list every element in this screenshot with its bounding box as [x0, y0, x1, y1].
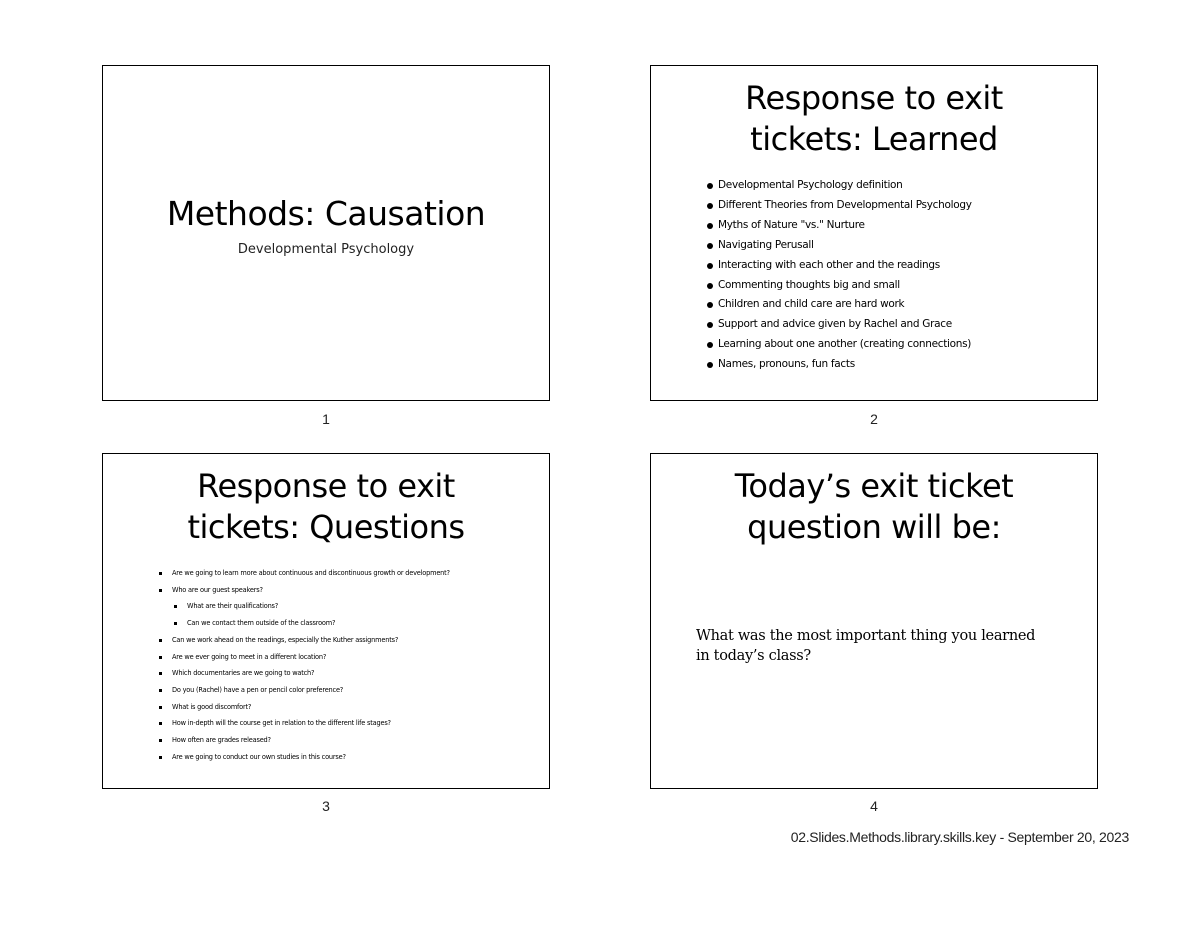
bullet-list [707, 176, 972, 375]
slide-number: 3 [322, 798, 330, 814]
slide-1 [102, 65, 550, 401]
slide-title: Methods: Causation [166, 194, 486, 233]
bullet-item: Who are our guest speakers? [159, 582, 450, 599]
slide-title [651, 78, 1097, 160]
slide-title-line: tickets: Questions [187, 508, 465, 546]
bullet-list [159, 565, 450, 765]
bullet-item: How often are grades released? [159, 732, 450, 749]
slide-number: 2 [870, 411, 878, 427]
bullet-item: Are we going to conduct our own studies in this course? [159, 749, 450, 766]
slide-title [651, 466, 1097, 548]
document-footer: 02.Slides.Methods.library.skills.key - September 20, 2023 [790, 829, 1129, 845]
slide-title-line: Response to exit [745, 79, 1003, 117]
bullet-item: Which documentaries are we going to watch? [159, 665, 450, 682]
bullet-item: Developmental Psychology definition [707, 176, 972, 196]
bullet-item: Support and advice given by Rachel and Grace [707, 315, 972, 335]
slide-4 [650, 453, 1098, 789]
bullet-item: Learning about one another (creating connections) [707, 335, 972, 355]
slide-title-line: Today’s exit ticket [734, 467, 1014, 505]
bullet-item: Are we going to learn more about continuous and discontinuous growth or development? [159, 565, 450, 582]
slide-title [103, 466, 549, 548]
slide-2 [650, 65, 1098, 401]
bullet-item: Interacting with each other and the readings [707, 256, 972, 276]
slide-title-line: Response to exit [197, 467, 455, 505]
bullet-item: Names, pronouns, fun facts [707, 355, 972, 375]
bullet-item: How in-depth will the course get in relation to the different life stages? [159, 715, 450, 732]
bullet-item: Are we ever going to meet in a different location? [159, 649, 450, 666]
bullet-item: What is good discomfort? [159, 699, 450, 716]
slide-subtitle: Developmental Psychology [237, 242, 415, 257]
slide-title-line: question will be: [747, 508, 1001, 546]
slide-number: 4 [870, 798, 878, 814]
bullet-item: Different Theories from Developmental Psychology [707, 196, 972, 216]
sub-bullet-item: What are their qualifications? [159, 598, 450, 615]
bullet-item: Commenting thoughts big and small [707, 276, 972, 296]
slide-3 [102, 453, 550, 789]
bullet-item: Children and child care are hard work [707, 295, 972, 315]
bullet-item: Myths of Nature "vs." Nurture [707, 216, 972, 236]
slide-number: 1 [322, 411, 330, 427]
bullet-item: Navigating Perusall [707, 236, 972, 256]
bullet-item: Can we work ahead on the readings, especially the Kuther assignments? [159, 632, 450, 649]
bullet-item: Do you (Rachel) have a pen or pencil color preference? [159, 682, 450, 699]
exit-ticket-question: What was the most important thing you learned in today’s class? [696, 628, 1036, 664]
slide-title-line: tickets: Learned [750, 120, 998, 158]
sub-bullet-item: Can we contact them outside of the classroom? [159, 615, 450, 632]
